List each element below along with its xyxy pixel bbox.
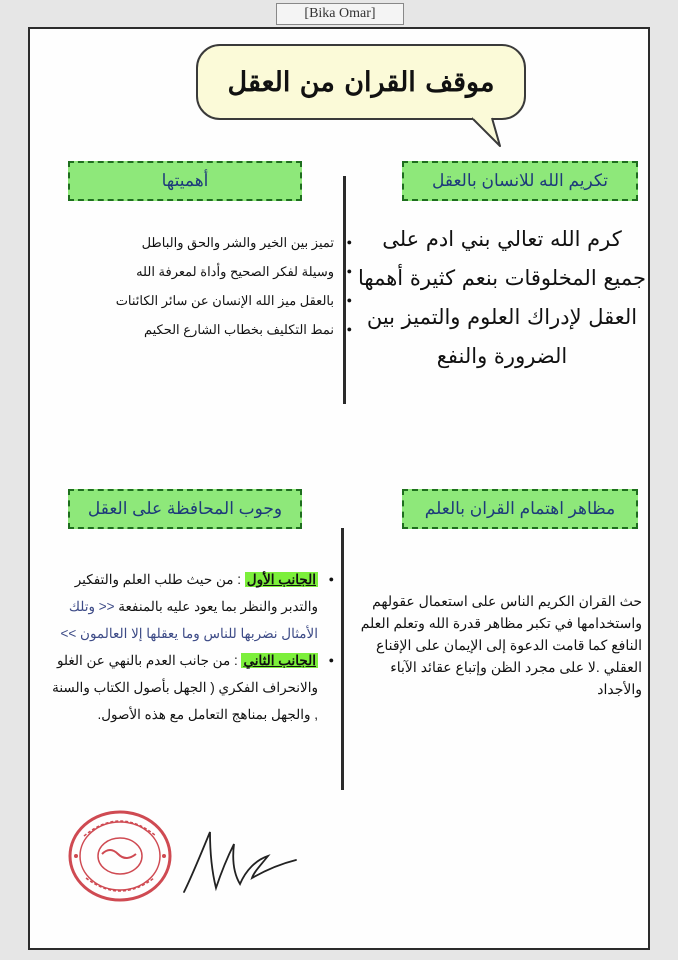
aspect-1-text: : من حيث طلب العلم والتفكير والتدبر والنظر بما يعود عليه بالمنفعة: [74, 572, 318, 614]
aspect-item-2: [48, 647, 334, 728]
preservation-list: [48, 566, 334, 728]
aspect-1-quote: << وتلك الأمثال نضربها للناس وما يعقلها إلا العالمون >>: [60, 599, 318, 641]
seal-stamp-icon: [66, 806, 174, 906]
aspect-1-label: الجانب الأول: [246, 572, 316, 587]
list-item: ● وسيلة لفكر الصحيح وأداة لمعرفة الله: [52, 257, 334, 286]
list-item: ● نمط التكليف بخطاب الشارع الحكيم: [52, 315, 334, 344]
signature-icon: [180, 826, 300, 898]
aspect-2-text: : من جانب العدم بالنهي عن الغلو والانحراف الفكري ( الجهل بأصول الكتاب والسنة , والجهل بمناهج التعامل مع هذه الأصول.: [52, 653, 318, 722]
importance-heading: أهميتها: [68, 161, 302, 201]
list-item: ● تميز بين الخير والشر والحق والباطل: [52, 228, 334, 257]
preservation-heading: وجوب المحافظة على العقل: [68, 489, 302, 529]
title-bubble: [196, 44, 526, 120]
author-label: [Bika Omar]: [276, 3, 404, 25]
list-item: ● بالعقل ميز الله الإنسان عن سائر الكائنات: [52, 286, 334, 315]
aspect-item-1: [48, 566, 334, 647]
manifestations-text: حث القران الكريم الناس على استعمال عقولهم واستخدامها في تكبر مظاهر قدرة الله وتعلم العلم النافع كما قامت الدعوة إلى الإيمان على الإقناع العقلي .لا على مجرد الظن وإتباع عقائد الآباء والأجداد: [360, 593, 642, 697]
honor-text: كرم الله تعالي بني ادم على جميع المخلوقات بنعم كثيرة أهمها العقل لإدراك العلوم والتميز بين الضرورة والنفع: [358, 227, 646, 368]
bottom-divider: [341, 528, 344, 790]
aspect-2-label: الجانب الثاني: [243, 653, 316, 668]
manifestations-heading: مظاهر اهتمام القران بالعلم: [402, 489, 638, 529]
importance-list: [52, 228, 352, 344]
honor-heading: تكريم الله للانسان بالعقل: [402, 161, 638, 201]
page-title: موقف القران من العقل: [227, 66, 495, 98]
bubble-tail: [470, 116, 520, 150]
